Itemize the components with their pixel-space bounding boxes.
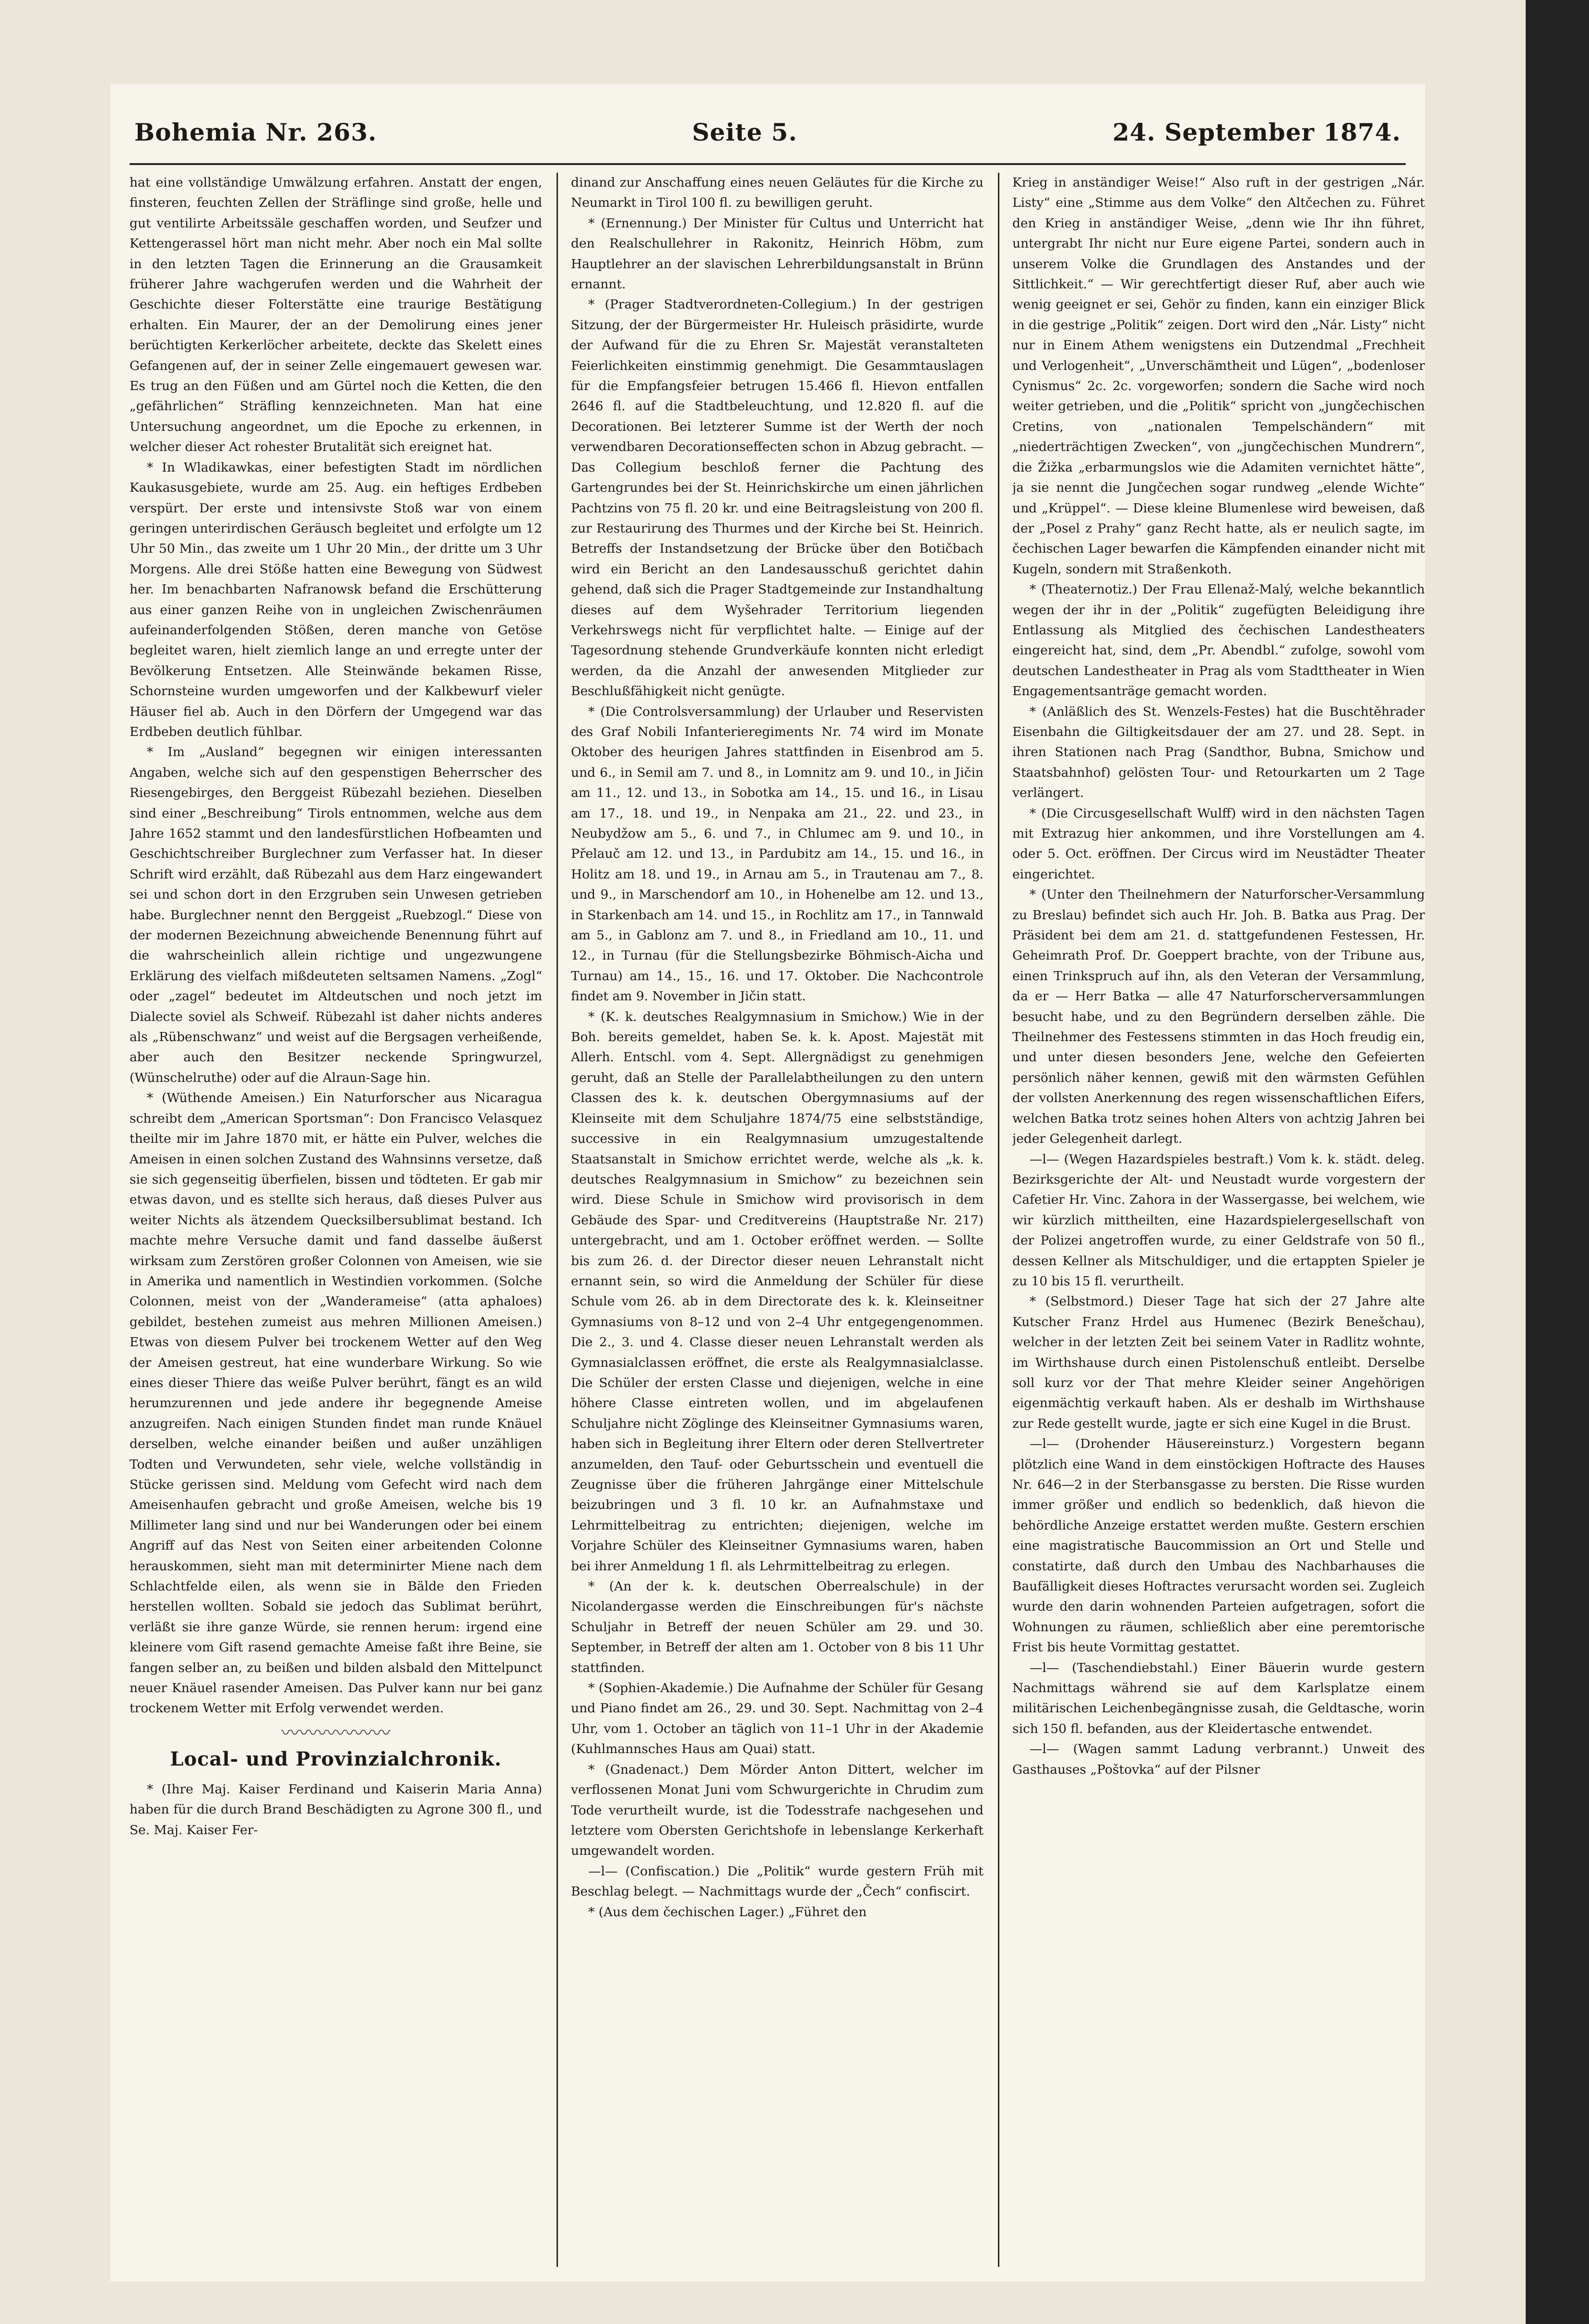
page-header xyxy=(134,103,1401,161)
text-columns xyxy=(130,173,1425,2272)
ornamental-divider: 〰〰〰〰〰〰 xyxy=(281,1722,391,1743)
article-paragraph: * (Ihre Maj. Kaiser Ferdinand und Kaiserin Maria Anna) haben für die durch Brand Beschädigten zu Agrone 300 fl., und Se. Maj. Kaiser Fer- xyxy=(130,1781,542,1838)
article-appointment: * (Ernennung.) Der Minister für Cultus und Unterricht hat den Realschullehrer in Rakonitz, Heinrich Höbm, zum Hauptlehrer an der slavischen Lehrerbildungsanstalt in Brünn ernannt. xyxy=(571,215,984,292)
article-paragraph: Krieg in anständiger Weise!“ Also ruft in der gestrigen „Nár. Listy“ eine „Stimme aus dem Volke“ den Altčechen zu. Führet den Krieg in anständiger Weise, „denn wie Ihr ihn führet, untergrabt Ihr nicht nur Eure eigene Partei, sondern auch in unserem Volke die Grundlagen des Anstandes und der Sittlichkeit.“ — Wir gerechtfertigt dieser Ruf, aber auch wie wenig geeignet er sei, Gehör zu finden, kann ein einziger Blick in die gestrige „Politik“ zeigen. Dort wird den „Nár. Listy“ nicht nur in Einem Athem wenigstens ein Dutzendmal „Frechheit und Verlogenheit“, „Unverschämtheit und Lügen“, „bodenloser Cynismus“ 2c. 2c. vorgeworfen; sondern die Sache wird noch weiter getrieben, und die „Politik“ spricht von „jungčechischen Cretins, von „nationalen Tempelschändern“ mit „niederträchtigen Zwecken“, von „jungčechischen Mundrern“, die Žižka „erbarmungslos wie die Adamiten vernichtet hätte“, ja sie nennt die Jungčechen sogar rundweg „elende Wichte“ und „Krüppel“. — Diese kleine Blumenlese wird beweisen, daß der „Posel z Prahy“ ganz Recht hatte, als er neulich sagte, im čechischen Lager bewarfen die Kämpfenden einander nicht mit Kugeln, sondern mit Straßenkoth. xyxy=(1012,175,1425,577)
article-paragraph: hat eine vollständige Umwälzung erfahren. Anstatt der engen, finsteren, feuchten Zellen der Sträflinge sind große, helle und gut ventilirte Arbeitssäle geschaffen worden, und Seufzer und Kettengerassel hört man nicht mehr. Aber noch ein Mal sollte in den letzten Tagen die Erinnerung an die Grausamkeit früherer Jahre wachgerufen werden und die Wahrheit der Geschichte dieser Folterstätte eine traurige Bestätigung erhalten. Ein Maurer, der an der Demolirung eines jener berüchtigten Kerkerlöcher arbeitete, deckte das Skelett eines Gefangenen auf, der in seiner Zelle eingemauert gewesen war. Es trug an den Füßen und am Gürtel noch die Ketten, die den „gefährlichen“ Sträfling kennzeichneten. Man hat eine Untersuchung angeordnet, um die Epoche zu erkennen, in welcher dieser Act rohester Brutalität sich ereignet hat. xyxy=(130,175,542,455)
article-oberrealschule: * (An der k. k. deutschen Oberrealschule) in der Nicolandergasse werden die Einschreibungen für's nächste Schuljahr in Betreff der neuen Schüler am 29. und 30. September, in Betreff der alten am 1. October von 8 bis 11 Uhr stattfinden. xyxy=(571,1579,984,1675)
header-rule xyxy=(130,163,1406,165)
article-sophien-akademie: * (Sophien-Akademie.) Die Aufnahme der Schüler für Gesang und Piano findet am 26., 29. und 30. Sept. Nachmittag von 2–4 Uhr, vom 1. October an täglich von 11–1 Uhr in der Akademie (Kuhlmannsches Haus am Quai) statt. xyxy=(571,1681,984,1757)
article-pardon: * (Gnadenact.) Dem Mörder Anton Dittert, welcher im verflossenen Monat Juni vom Schwurgerichte in Chrudim zum Tode verurtheilt wurde, ist die Todesstrafe nachgesehen und letztere vom Obersten Gerichtshofe in lebenslange Kerkerhaft umgewandelt worden. xyxy=(571,1762,984,1859)
article-collapse: —l— (Drohender Häusereinsturz.) Vorgestern begann plötzlich eine Wand in dem einstöckigen Hoftracte des Hauses Nr. 646—2 in der Sterbansgasse zu bersten. Die Risse wurden immer größer und endlich so bedenklich, daß hievon die behördliche Anzeige erstattet werden mußte. Gestern erschien eine magistratische Baucommission an Ort und Stelle und constatirte, daß durch den Umbau des Nachbarhauses die Baufälligkeit dieses Hoftractes verursacht worden sei. Zugleich wurde den darin wohnenden Parteien aufgetragen, sofort die Wohnungen zu räumen, schließlich aber eine peremtorische Frist bis heute Vormittag gestattet. xyxy=(1012,1436,1425,1655)
column-2 xyxy=(571,173,984,2272)
article-confiscation: —l— (Confiscation.) Die „Politik“ wurde gestern Früh mit Beschlag belegt. — Nachmittags wurde der „Čech“ confiscirt. xyxy=(571,1863,984,1899)
article-control-assembly: * (Die Controlsversammlung) der Urlauber und Reservisten des Graf Nobili Infanterieregiments Nr. 74 wird im Monate Oktober des heurigen Jahres stattfinden in Eisenbrod am 5. und 6., in Semil am 7. und 8., in Lomnitz am 9. und 10., in Jičin am 11., 12. und 13., in Sobotka am 14., 15. und 16., in Lisau am 17., 18. und 19., in Nenpaka am 21., 22. und 23., in Neubydžow am 5., 6. und 7., in Chlumec am 9. und 10., in Přelauč am 12. und 13., in Pardubitz am 14., 15. und 16., in Holitz am 18. und 19., in Arnau am 5., in Trautenau am 7., 8. und 9., in Marschendorf am 10., in Hohenelbe am 12. und 13., in Starkenbach am 14. und 15., in Rochlitz am 17., in Tannwald am 5., in Gablonz am 7. und 8., in Friedland am 10., 11. und 12., in Turnau (für die Stellungsbezirke Böhmisch-Aicha und Turnau) am 14., 15., 16. und 17. Oktober. Die Nachcontrole findet am 9. November in Jičin statt. xyxy=(571,704,984,1004)
article-wenzel-fest: * (Anläßlich des St. Wenzels-Festes) hat die Buschtěhrader Eisenbahn die Giltigkeitsdauer der am 27. und 28. Sept. in ihren Stationen nach Prag (Sandthor, Bubna, Smichow und Staatsbahnhof) gelösten Tour- und Retourkarten um 2 Tage verlängert. xyxy=(1012,704,1425,801)
article-city-council: * (Prager Stadtverordneten-Collegium.) In der gestrigen Sitzung, der der Bürgermeister Hr. Huleisch präsidirte, wurde der Aufwand für die zu Ehren Sr. Majestät veranstalteten Feierlichkeiten einstimmig genehmigt. Die Gesammtauslagen für die Empfangsfeier betrugen 15.466 fl. Hievon entfallen 2646 fl. auf die Stadtbeleuchtung, und 12.820 fl. auf die Decorationen. Bei letzterer Summe ist der Werth der noch verwendbaren Decorationseffecten schon in Abzug gebracht. — Das Collegium beschloß ferner die Pachtung des Gartengrundes bei der St. Heinrichskirche um einen jährlichen Pachtzins von 75 fl. 20 kr. und eine Beitragsleistung von 200 fl. zur Restaurirung des Thurmes und der Kirche bei St. Heinrich. Betreffs der Instandsetzung der Brücke über den Botičbach wird ein Bericht an den Landesausschuß gerichtet dahin gehend, daß sich die Prager Stadtgemeinde zur Instandhaltung dieses auf dem Wyšehrader Territorium liegenden Verkehrswegs nicht für verpflichtet halte. — Einige auf der Tagesordnung stehende Grundverkäufe konnten nicht erledigt werden, da die Anzahl der anwesenden Mitglieder zur Beschlußfähigkeit nicht genügte. xyxy=(571,297,984,699)
article-ruebezahl: * Im „Ausland“ begegnen wir einigen interessanten Angaben, welche sich auf den gespenstigen Beherrscher des Riesengebirges, den Berggeist Rübezahl beziehen. Dieselben sind einer „Beschreibung“ Tirols entnommen, welche aus dem Jahre 1652 stammt und den landesfürstlichen Hofbeamten und Geschichtschreiber Burglechner zum Verfasser hat. In dieser Schrift wird erzählt, daß Rübezahl aus dem Harz eingewandert sei und schon dort in den Erzgruben sein Unwesen getrieben habe. Burglechner nennt den Berggeist „Ruebzogl.“ Diese von der modernen Bezeichnung abweichende Benennung führt auf die wahrscheinlich allein richtige und ungezwungene Erklärung des vielfach mißdeuteten seltsamen Namens. „Zogl“ oder „zagel“ bedeutet im Altdeutschen und noch jetzt im Dialecte soviel als Schweif. Rübezahl ist daher nichts anderes als „Rübenschwanz“ und weist auf die Bergsagen verheißende, aber auch den Besitzer neckende Springwurzel, (Wünschelruthe) oder auf die Alraun-Sage hin. xyxy=(130,745,542,1085)
newspaper-page xyxy=(110,84,1425,2281)
column-1 xyxy=(130,173,542,2272)
issue-date: 24. September 1874. xyxy=(1112,118,1401,146)
column-rule xyxy=(557,173,558,2267)
section-heading: Local- und Provinzialchronik. xyxy=(170,1747,502,1770)
article-czech-camp: * (Aus dem čechischen Lager.) „Führet den xyxy=(588,1904,867,1920)
article-wagon-fire: —l— (Wagen sammt Ladung verbrannt.) Unweit des Gasthauses „Poštovka“ auf der Pilsner xyxy=(1012,1742,1425,1777)
article-pickpocket: —l— (Taschendiebstahl.) Einer Bäuerin wurde gestern Nachmittags während sie auf dem Karlsplatze einem militärischen Leichenbegängnisse zusah, die Geldtasche, worin sich 150 fl. befanden, aus der Kleidertasche entwendet. xyxy=(1012,1660,1425,1736)
newspaper-name: Bohemia Nr. 263. xyxy=(134,118,377,146)
article-theatre-note: * (Theaternotiz.) Der Frau Ellenaž-Malý, welche bekanntlich wegen der ihr in der „Politik“ zugefügten Beleidigung ihre Entlassung als Mitglied des čechischen Landestheaters eingereicht hat, sind, dem „Pr. Abendbl.“ zufolge, sowohl vom deutschen Landestheater in Prag als vom Stadttheater in Wien Engagementsanträge gemacht worden. xyxy=(1012,582,1425,699)
article-earthquake: * In Wladikawkas, einer befestigten Stadt im nördlichen Kaukasusgebiete, wurde am 25. Aug. ein heftiges Erdbeben verspürt. Der erste und intensivste Stoß war von einem geringen unterirdischen Geräusch begleitet und erfolgte um 12 Uhr 50 Min., das zweite um 1 Uhr 20 Min., der dritte um 3 Uhr Morgens. Alle drei Stöße hatten eine Bewegung von Südwest her. Im benachbarten Nafranowsk befand die Erschütterung aus einer ganzen Reihe von in ungleichen Zwischenräumen aufeinanderfolgenden Stößen, deren manche von Getöse begleitet waren, hielt ziemlich lange an und erregte unter der Bevölkerung Entsetzen. Alle Steinwände bekamen Risse, Schornsteine wurden umgeworfen und der Kalkbewurf vieler Häuser fiel ab. Auch in den Dörfern der Umgegend war das Erdbeben deutlich fühlbar. xyxy=(130,460,542,739)
article-realgymnasium: * (K. k. deutsches Realgymnasium in Smichow.) Wie in der Boh. bereits gemeldet, haben Se. k. k. Apost. Majestät mit Allerh. Entschl. vom 4. Sept. Allergnädigst zu genehmigen geruht, daß an Stelle der Parallelabtheilungen zu den untern Classen des k. k. deutschen Obergymnasiums auf der Kleinseite mit dem Schuljahre 1874/75 eine selbstständige, successive in ein Realgymnasium umzugestaltende Staatsanstalt in Smichow errichtet werde, welche als „k. k. deutsches Realgymnasium in Smichow“ zu bezeichnen sein wird. Diese Schule in Smichow wird provisorisch in dem Gebäude des Spar- und Creditvereins (Hauptstraße Nr. 217) untergebracht, und am 1. October eröffnet werden. — Sollte bis zum 26. d. der Director dieser neuen Lehranstalt nicht ernannt sein, so wird die Anmeldung der Schüler für diese Schule vom 26. ab in dem Directorate des k. k. Kleinseitner Gymnasiums von 8–12 und von 2–4 Uhr entgegengenommen. Die 2., 3. und 4. Classe dieser neuen Lehranstalt werden als Gymnasialclassen eröffnet, die erste als Realgymnasialclasse. Die Schüler der ersten Classe und diejenigen, welche in eine höhere Classe eintreten wollen, und im abgelaufenen Schuljahre nicht Zöglinge des Kleinseitner Gymnasiums waren, haben sich in Begleitung ihrer Eltern oder deren Stellvertreter anzumelden, den Tauf- oder Geburtsschein und eventuell die Zeugnisse über die früheren Jahrgänge einer Mittelschule beizubringen und 3 fl. 10 kr. an Aufnahmstaxe und Lehrmittelbeitrag zu entrichten; diejenigen, welche im Vorjahre Schüler des Kleinseitner Gymnasiums waren, haben bei ihrer Anmeldung 1 fl. als Lehrmittelbeitrag zu erlegen. xyxy=(571,1009,984,1574)
column-rule xyxy=(998,173,999,2267)
article-gambling: —l— (Wegen Hazardspieles bestraft.) Vom k. k. städt. deleg. Bezirksgerichte der Alt- und Neustadt wurde vorgestern der Cafetier Hr. Vinc. Zahora in der Wassergasse, bei welchem, wie wir kürzlich mittheilten, eine Hazardspielergesellschaft von der Polizei angetroffen wurde, zu einer Geldstrafe von 50 fl., dessen Kellner als Mitschuldiger, und die ertappten Spieler je zu 10 bis 15 fl. verurtheilt. xyxy=(1012,1151,1425,1289)
scan-border xyxy=(1526,0,1589,2324)
article-suicide: * (Selbstmord.) Dieser Tage hat sich der 27 Jahre alte Kutscher Franz Hrdel aus Humenec (Bezirk Benešchau), welcher in der letzten Zeit bei seinem Vater in Radlitz wohnte, im Wirthshause durch einen Pistolenschuß entleibt. Derselbe soll kurz vor der That mehre Kleider seiner Angehörigen eigenmächtig verkauft haben. Als er deshalb im Wirthshause zur Rede gestellt wurde, jagte er sich eine Kugel in die Brust. xyxy=(1012,1294,1425,1431)
article-circus: * (Die Circusgesellschaft Wulff) wird in den nächsten Tagen mit Extrazug hier ankommen, und ihre Vorstellungen am 4. oder 5. Oct. eröffnen. Der Circus wird im Neustädter Theater eingerichtet. xyxy=(1012,806,1425,882)
article-naturalists: * (Unter den Theilnehmern der Naturforscher-Versammlung zu Breslau) befindet sich auch Hr. Joh. B. Batka aus Prag. Der Präsident bei dem am 21. d. stattgefundenen Festessen, Hr. Geheimrath Prof. Dr. Goeppert brachte, von der Tribune aus, einen Trinkspruch auf ihn, als den Veteran der Versammlung, da er — Herr Batka — alle 47 Naturforscherversammlungen besucht habe, und zu den Begründern derselben zähle. Die Theilnehmer des Festessens stimmten in das Hoch freudig ein, und unter diesen besonders Jene, welche den Gefeierten persönlich näher kennen, gewiß mit den wärmsten Gefühlen der vollsten Anerkennung des regen wissenschaftlichen Eifers, welchen Batka trotz seines hohen Alters von achtzig Jahren bei jeder Gelegenheit darlegt. xyxy=(1012,887,1425,1147)
article-paragraph: dinand zur Anschaffung eines neuen Geläutes für die Kirche zu Neumarkt in Tirol 100 fl. zu bewilligen geruht. xyxy=(571,175,984,211)
page-number: Seite 5. xyxy=(692,118,797,146)
article-ants: * (Wüthende Ameisen.) Ein Naturforscher aus Nicaragua schreibt dem „American Sportsman“: Don Francisco Velasquez theilte mir im Jahre 1870 mit, er hätte ein Pulver, welches die Ameisen in einen solchen Zustand des Wahnsinns versetze, daß sie sich gegenseitig überfielen, bissen und tödteten. Er gab mir etwas davon, und es stellte sich heraus, daß dieses Pulver aus weiter Nichts als ätzendem Quecksilbersublimat bestand. Ich machte mehre Versuche damit und fand dasselbe äußerst wirksam zum Zerstören großer Colonnen von Ameisen, wie sie in Amerika und namentlich in Westindien vorkommen. (Solche Colonnen, meist von der „Wanderameise“ (atta aphaloes) gebildet, bestehen zumeist aus mehren Millionen Ameisen.) Etwas von diesem Pulver bei trockenem Wetter auf den Weg der Ameisen gestreut, hat eine wunderbare Wirkung. So wie eines dieser Thiere das weiße Pulver berührt, fängt es an wild herumzurennen und jede andere ihr begegnende Ameise anzugreifen. Nach einigen Stunden findet man runde Knäuel derselben, welche einander beißen und außer unzähligen Todten und Verwundeten, sehr viele, welche vollständig in Stücke gerissen sind. Meldung vom Gefecht wird nach dem Ameisenhaufen gebracht und große Ameisen, welche bis 19 Millimeter lang sind und nur bei Wanderungen oder bei einem Angriff auf das Nest von Seiten einer arbeitenden Colonne herauskommen, sieht man mit determinirter Miene nach dem Schlachtfelde eilen, als wenn sie in Bälde den Frieden herstellen wollten. Sobald sie jedoch das Sublimat berührt, verläßt sie ihre ganze Würde, sie rennen herum: irgend eine kleinere vom Gift rasend gemachte Ameise faßt ihre Beine, sie fangen selber an, zu beißen und bilden alsbald den Mittelpunct neuer Knäuel rasender Ameisen. Das Pulver kann nur bei ganz trockenem Wetter mit Erfolg verwendet werden. xyxy=(130,1091,542,1716)
column-3 xyxy=(1012,173,1425,2272)
